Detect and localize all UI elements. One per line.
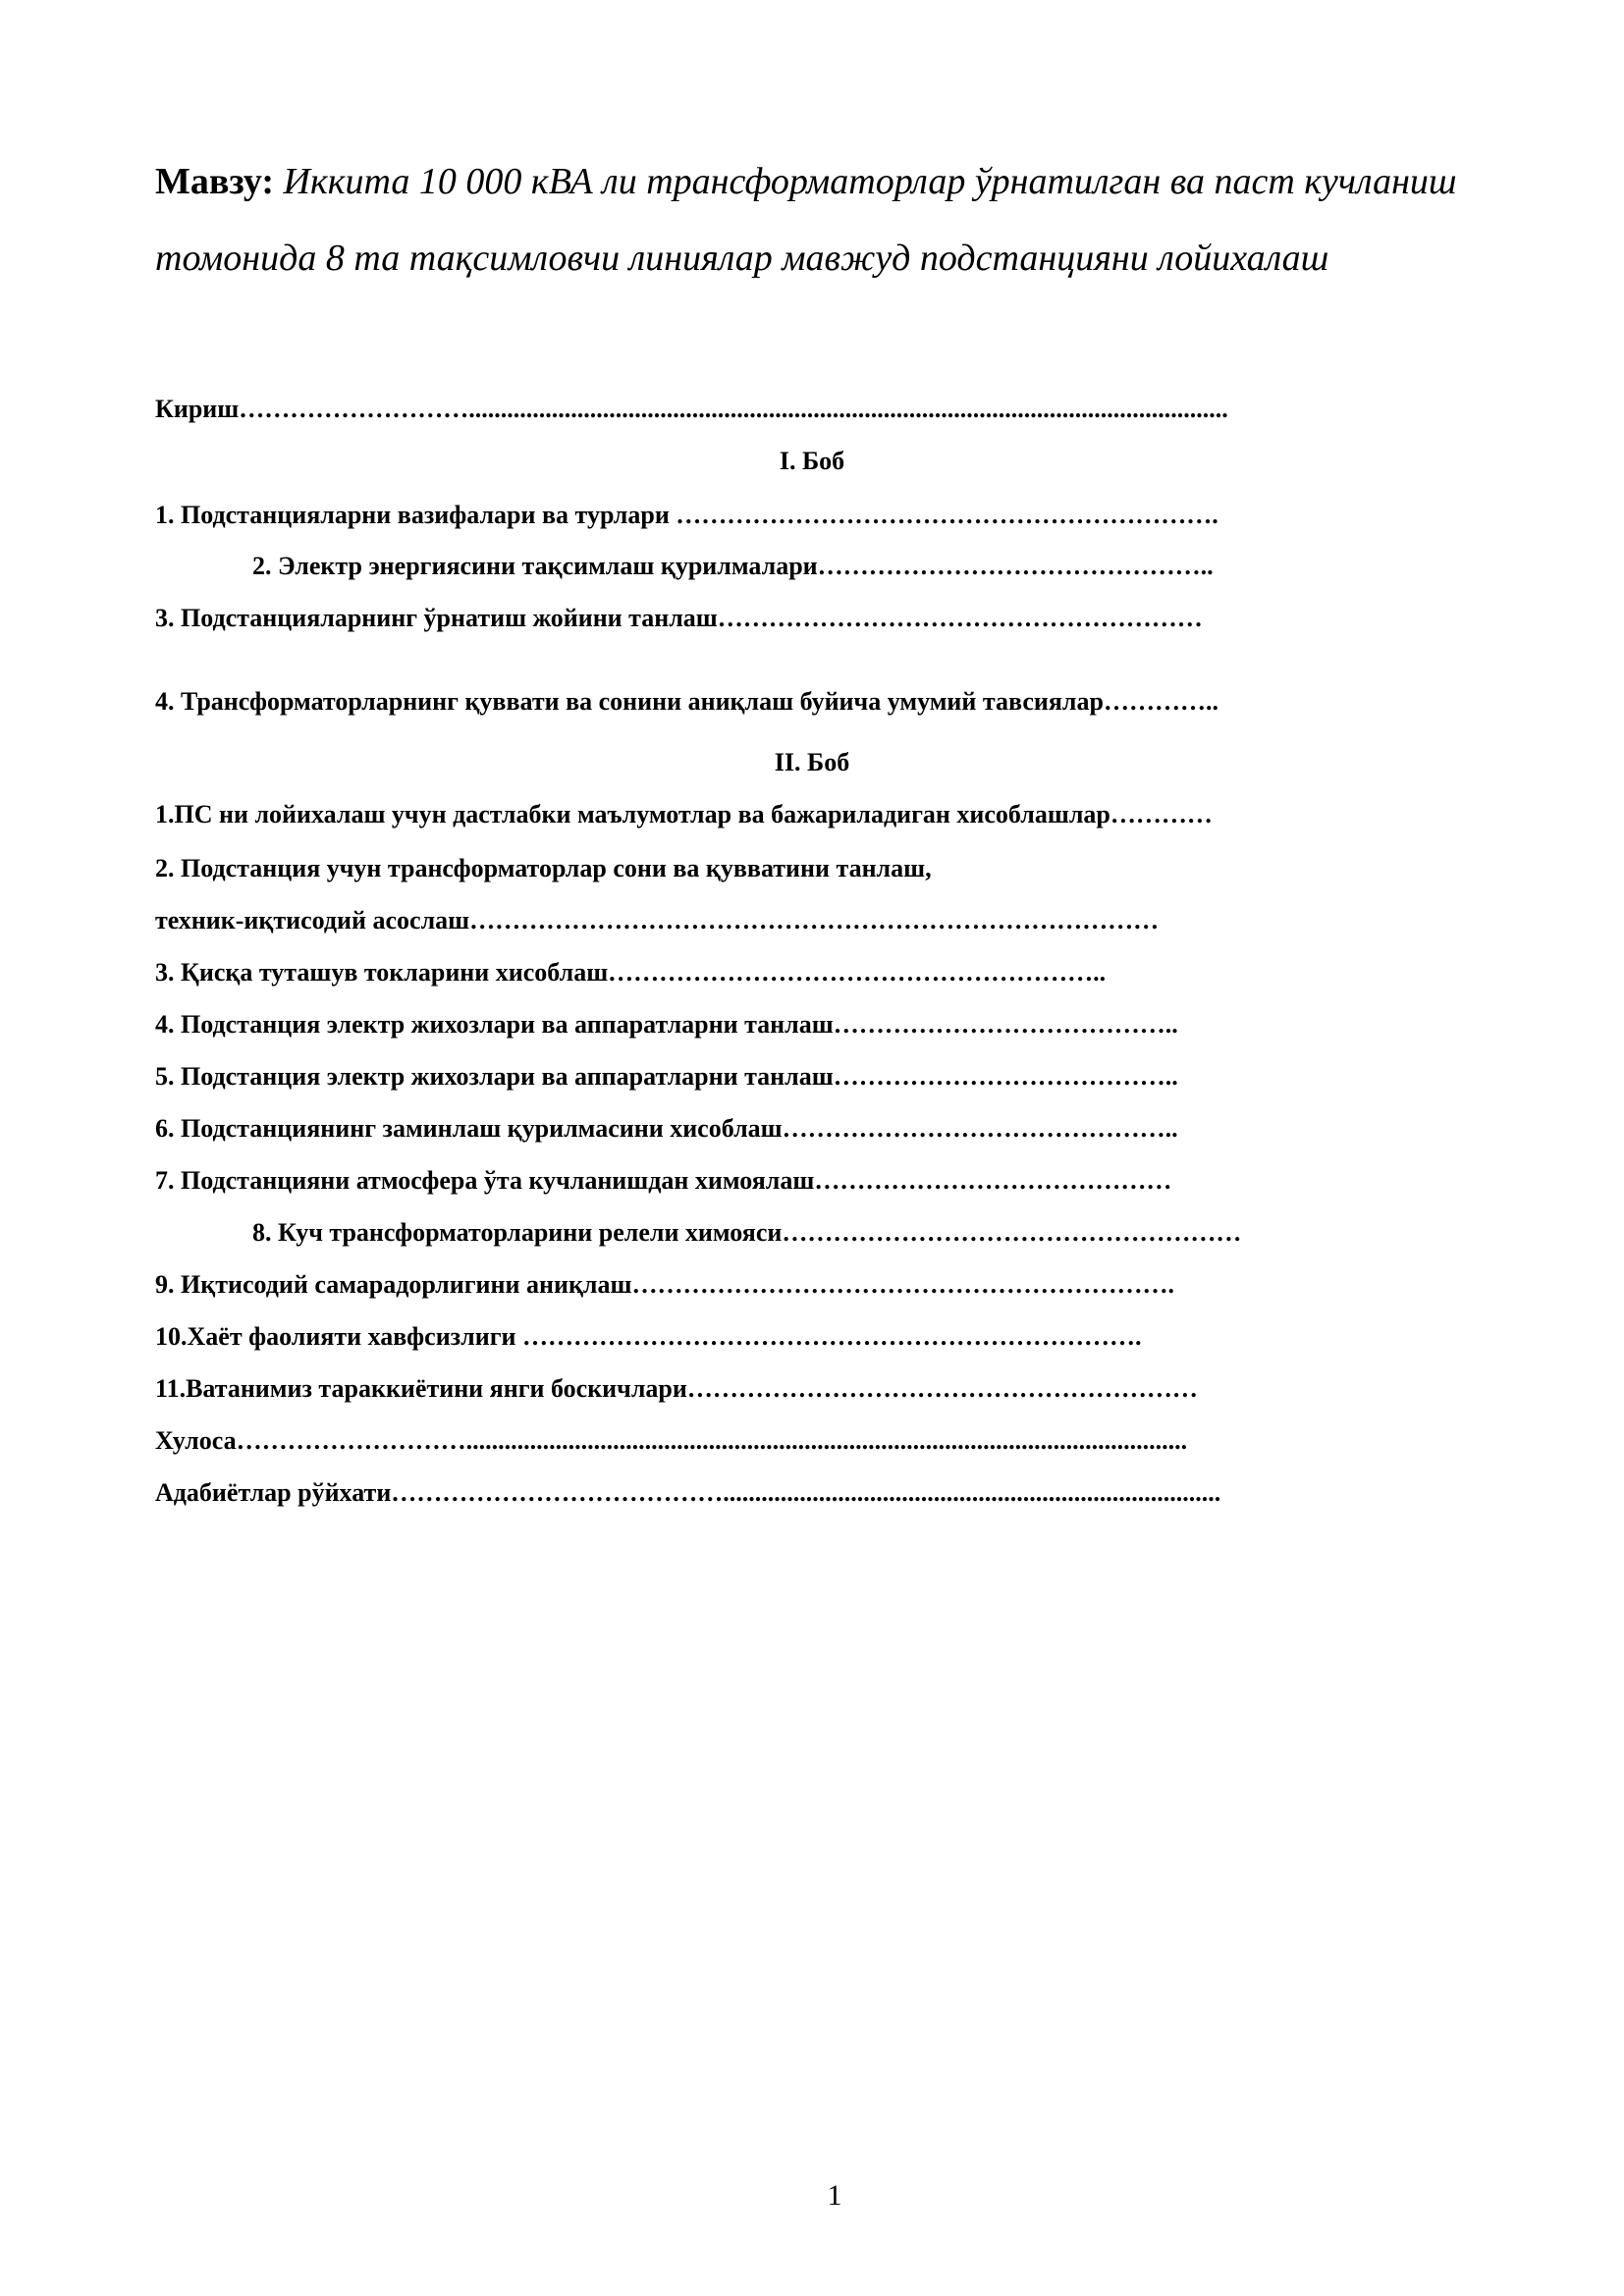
page-number: 1 xyxy=(827,2179,842,2212)
toc-item: техник-иқтисодий асослаш……………………………………………………………………… xyxy=(155,906,1160,934)
toc-item: 6. Подстанциянинг заминлаш қурилмасини хисоблаш……………………………………….. xyxy=(155,1114,1178,1143)
toc-item: 3. Қисқа туташув токларини хисоблаш………………………………………………….. xyxy=(155,958,1107,987)
toc-references: Адабиётлар рўйхати………………………………….............................................................................. xyxy=(155,1478,1221,1507)
toc-item: 1. Подстанцияларни вазифалари ва турлари ………………………………………………………. xyxy=(155,501,1218,529)
toc-intro: Кириш………………………....................................................................................................................... xyxy=(155,395,1228,423)
title-prefix: Мавзу: xyxy=(155,161,275,202)
toc-item: 5. Подстанция электр жихозлари ва аппаратларни танлаш………………………………….. xyxy=(155,1062,1178,1091)
toc-conclusion: Хулоса………………………................................................................................................................. xyxy=(155,1426,1188,1455)
toc-item: 4. Подстанция электр жихозлари ва аппаратларни танлаш………………………………….. xyxy=(155,1010,1178,1039)
toc-item: 2. Электр энергиясини тақсимлаш қурилмалари……………………………………….. xyxy=(252,552,1214,580)
toc-item: 8. Куч трансформаторларини релели химояси……………………………………………… xyxy=(252,1218,1242,1247)
toc-item: 4. Трансформаторларнинг қуввати ва сонини аниқлаш буйича умумий тавсиялар………….. xyxy=(155,687,1218,716)
toc-item: 9. Иқтисодий самарадорлигини аниқлаш………………………………………………………. xyxy=(155,1270,1174,1299)
toc-item: 10.Хаёт фаолияти хавфсизлиги ………………………………………………………………. xyxy=(155,1322,1142,1351)
toc-item: 1.ПС ни лойихалаш учун дастлабки маълумотлар ва бажариладиган хисоблашлар………… xyxy=(155,800,1213,828)
toc-chapter2-heading: II. Боб xyxy=(774,748,850,776)
toc-item: 2. Подстанция учун трансформаторлар сони ва қувватини танлаш, xyxy=(155,854,932,882)
toc-chapter1-heading: I. Боб xyxy=(779,447,845,475)
toc-item: 11.Ватанимиз тараккиётини янги боскичлари…………………………………………………… xyxy=(155,1374,1198,1403)
toc-item: 7. Подстанцияни атмосфера ўта кучланишдан химоялаш…………………………………… xyxy=(155,1166,1172,1195)
title-text: Иккита 10 000 кВА ли трансформаторлар ўрнатилган ва паст кучланиш томонида 8 та тақсимловчи линиялар мавжуд подстанцияни лойихалаш xyxy=(155,161,1457,279)
toc-item: 3. Подстанцияларнинг ўрнатиш жойини танлаш………………………………………………… xyxy=(155,604,1203,632)
